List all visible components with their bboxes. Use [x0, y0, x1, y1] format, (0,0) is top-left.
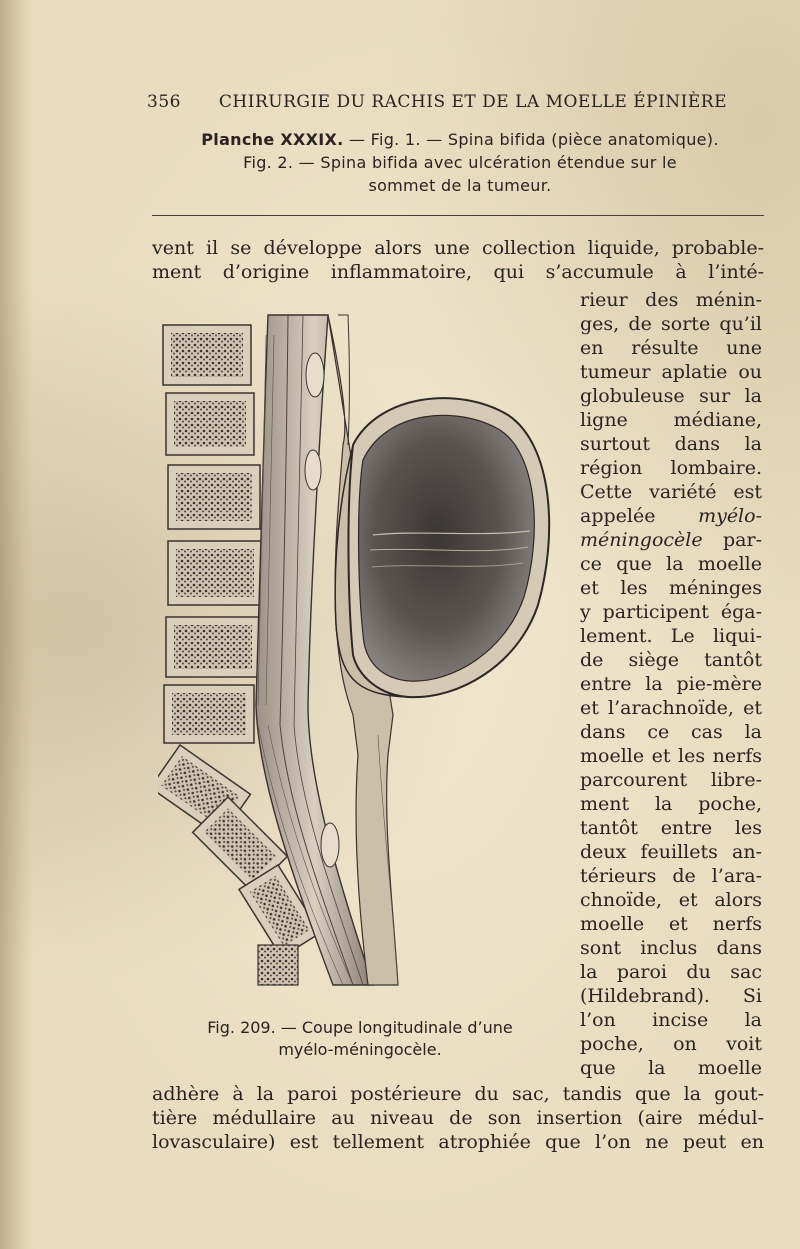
text-line: poche, on voit — [580, 1033, 762, 1055]
plate-title: Planche XXXIX. — [201, 130, 344, 149]
term-meningocele: méningocèle — [580, 529, 703, 551]
figure-caption-line-1: Fig. 209. — Coupe longitudinale d’une — [207, 1018, 513, 1037]
text-line: moelle et les nerfs — [580, 745, 762, 767]
text-line: lovasculaire) est tellement atrophiée que l’on ne peut en — [152, 1131, 764, 1153]
text-line: et les méninges — [580, 577, 762, 599]
figure-caption — [160, 1017, 560, 1061]
figure-caption-line-2: myélo-méningocèle. — [278, 1040, 442, 1059]
text-line: surtout dans la — [580, 433, 762, 455]
myelomeningocele-illustration — [158, 305, 558, 1005]
text-line: adhère à la paroi postérieure du sac, tandis que la gout- — [152, 1083, 764, 1105]
plate-caption-line-1 — [160, 128, 760, 151]
horizontal-rule — [152, 215, 764, 216]
text-line: en résulte une — [580, 337, 762, 359]
page-edge-shadow — [0, 0, 34, 1249]
page-number: 356 — [147, 92, 181, 112]
text-line: l’on incise la — [580, 1009, 762, 1031]
text-line: entre la pie-mère — [580, 673, 762, 695]
text-line — [580, 504, 762, 528]
text-line: rieur des ménin- — [580, 289, 762, 311]
text-line: (Hildebrand). Si — [580, 985, 762, 1007]
text-line: et l’arachnoïde, et — [580, 697, 762, 719]
text-line: ligne médiane, — [580, 409, 762, 431]
plate-caption-line-1-rest: — Fig. 1. — Spina bifida (pièce anatomique). — [348, 130, 719, 149]
text-line: globuleuse sur la — [580, 385, 762, 407]
side-column-text — [580, 288, 762, 1080]
text-fragment: par- — [723, 529, 762, 551]
text-line — [580, 528, 762, 552]
text-line: tière médullaire au niveau de son insertion (aire médul- — [152, 1107, 764, 1129]
top-paragraph — [152, 236, 764, 284]
text-line: vent il se développe alors une collection liquide, probable- — [152, 237, 764, 259]
text-line: térieurs de l’ara- — [580, 865, 762, 887]
term-myelo: myélo- — [698, 505, 762, 527]
text-line: ce que la moelle — [580, 553, 762, 575]
meningocele-sac — [335, 398, 549, 697]
running-title: CHIRURGIE DU RACHIS ET DE LA MOELLE ÉPINIÈRE — [218, 92, 727, 112]
text-line: moelle et nerfs — [580, 913, 762, 935]
text-line: dans ce cas la — [580, 721, 762, 743]
plate-caption — [160, 128, 760, 197]
text-line: de siège tantôt — [580, 649, 762, 671]
text-line: deux feuillets an- — [580, 841, 762, 863]
text-line: Cette variété est — [580, 481, 762, 503]
plate-caption-line-2: Fig. 2. — Spina bifida avec ulcération étendue sur le — [243, 153, 677, 172]
text-line: ment la poche, — [580, 793, 762, 815]
text-line: ment d’origine inflammatoire, qui s’accumule à l’inté- — [152, 261, 764, 283]
text-line: chnoïde, et alors — [580, 889, 762, 911]
text-line: y participent éga- — [580, 601, 762, 623]
text-line: que la moelle — [580, 1057, 762, 1079]
text-line: sont inclus dans — [580, 937, 762, 959]
bottom-paragraph — [152, 1082, 764, 1154]
text-line: parcourent libre- — [580, 769, 762, 791]
running-head — [147, 92, 727, 112]
text-line: région lombaire. — [580, 457, 762, 479]
text-line: lement. Le liqui- — [580, 625, 762, 647]
text-line: la paroi du sac — [580, 961, 762, 983]
text-fragment: appelée — [580, 505, 656, 527]
text-line: tumeur aplatie ou — [580, 361, 762, 383]
text-line: ges, de sorte qu’il — [580, 313, 762, 335]
text-line: tantôt entre les — [580, 817, 762, 839]
plate-caption-line-3: sommet de la tumeur. — [368, 176, 552, 195]
